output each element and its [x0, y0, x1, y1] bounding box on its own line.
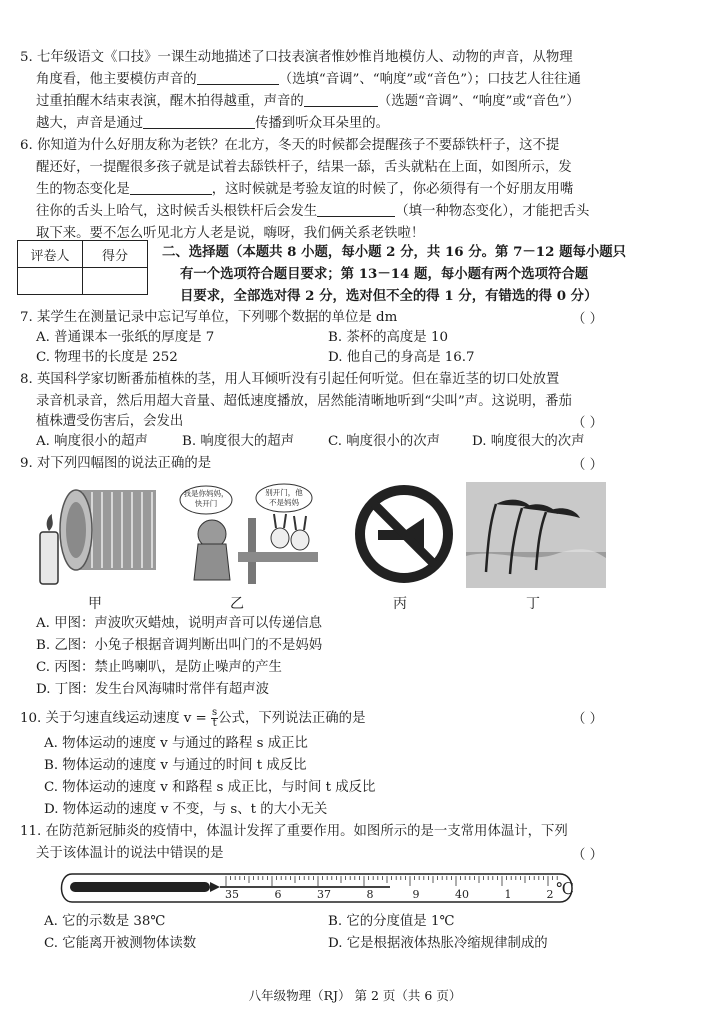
- scale-label: 2: [546, 888, 554, 901]
- pic2-caption: 乙: [230, 596, 244, 612]
- q7-option-d[interactable]: D. 他自己的身高是 16.7: [328, 350, 475, 365]
- q5-text: 角度看，他主要模仿声音的: [36, 72, 197, 87]
- q9-option-b[interactable]: B. 乙图：小兔子根据音调判断出叫门的不是妈妈: [36, 638, 323, 653]
- q10-option-d[interactable]: D. 物体运动的速度 v 不变，与 s、t 的大小无关: [44, 802, 328, 817]
- no-horn-sign-icon: [352, 482, 456, 588]
- section2-line3: 目要求，全部选对得 2 分，选对但不全的得 1 分，有错选的得 0 分）: [180, 288, 598, 304]
- bubble-wolf-text-2: 快开门: [194, 499, 218, 508]
- q5-line3: [36, 92, 580, 112]
- q5-text: 传播到听众耳朵里的。: [255, 116, 390, 131]
- q9-option-c[interactable]: C. 丙图：禁止鸣喇叭，是防止噪声的产生: [36, 660, 282, 675]
- pic3-caption: 丙: [393, 596, 407, 612]
- drum-candle-image: [34, 482, 162, 588]
- q11-option-a[interactable]: A. 它的示数是 38℃: [44, 914, 166, 929]
- q5-text: 越大，声音是通过: [36, 116, 144, 131]
- section2-line1: 二、选择题（本题共 8 小题，每小题 2 分，共 16 分。第 7－12 题每小题只: [162, 244, 627, 260]
- q7-stem: 7. 某学生在测量记录中忘记写单位，下列哪个数据的单位是 dm: [20, 310, 398, 325]
- scale-label: 6: [274, 888, 282, 901]
- pic4-caption: 丁: [526, 596, 540, 612]
- q6-text: 往你的舌头上哈气，这时候舌头根铁杆后会发生: [36, 204, 318, 219]
- fraction-numerator: s: [212, 707, 218, 718]
- section2-line2: 有一个选项符合题目要求；第 13－14 题，每小题有两个选项符合题: [180, 266, 589, 282]
- q11-line1: 11. 在防范新冠肺炎的疫情中，体温计发挥了重要作用。如图所示的是一支常用体温计，下列: [20, 824, 568, 839]
- q6-blank-2[interactable]: [317, 202, 395, 217]
- typhoon-image: [466, 482, 606, 588]
- q10-option-c[interactable]: C. 物体运动的速度 v 和路程 s 成正比，与时间 t 成反比: [44, 780, 376, 795]
- q5-blank-2[interactable]: [304, 92, 378, 107]
- bubble-rabbit-text-2: 不是妈妈: [269, 498, 299, 507]
- q6-line3: [36, 180, 573, 200]
- q5-line1: 5. 七年级语文《口技》一课生动地描述了口技表演者惟妙惟肖地模仿人、动物的声音，从物理: [20, 50, 573, 65]
- pic1-caption: 甲: [88, 596, 102, 612]
- wolf-rabbit-image: [176, 482, 326, 588]
- bubble-wolf-text: 我是你妈妈，: [183, 489, 229, 498]
- q7-option-b[interactable]: B. 茶杯的高度是 10: [328, 330, 448, 345]
- q5-blank-1[interactable]: [197, 70, 279, 85]
- q5-line4: [36, 114, 389, 134]
- page-footer: 八年级物理（RJ） 第 2 页（共 6 页）: [248, 988, 462, 1003]
- q6-line2: 醒还好，一提醒很多孩子就是试着去舔铁杆子，结果一舔，舌头就粘在上面，如图所示，发: [36, 160, 572, 175]
- q11-option-c[interactable]: C. 它能离开被测物体读数: [44, 936, 197, 951]
- reviewer-cell: 评卷人: [18, 241, 83, 268]
- q10-option-a[interactable]: A. 物体运动的速度 v 与通过的路程 s 成正比: [44, 736, 308, 751]
- q11-line2: 关于该体温计的说法中错误的是: [36, 846, 224, 861]
- scale-label: 8: [366, 888, 374, 901]
- fraction-denominator: t: [212, 718, 217, 729]
- q6-text: ，这时候就是考验友谊的时候了，你必须得有一个好朋友用嘴: [211, 182, 574, 197]
- scale-label: 40: [455, 888, 469, 901]
- q6-line4: [36, 202, 589, 222]
- score-cell: 得分: [83, 241, 148, 268]
- q5-text: （选题“音调”、“响度”或“音色”）: [377, 94, 580, 109]
- q8-line2: 录音机录音，然后用超大音量、超低速度播放，居然能清晰地听到“尖叫”声。这说明，番茄: [36, 394, 572, 409]
- q8-line3: 植株遭受伤害后，会发出: [36, 414, 184, 429]
- q9-stem: 9. 对下列四幅图的说法正确的是: [20, 456, 212, 471]
- q7-option-a[interactable]: A. 普通课本一张纸的厚度是 7: [36, 330, 215, 345]
- thermometer-image: [60, 864, 580, 912]
- q8-option-b[interactable]: B. 响度很大的超声: [182, 434, 295, 449]
- q10-text: 公式，下列说法正确的是: [218, 711, 366, 726]
- scale-label: 37: [317, 888, 331, 901]
- q5-line2: [36, 70, 581, 90]
- q10-option-b[interactable]: B. 物体运动的速度 v 与通过的时间 t 成反比: [44, 758, 307, 773]
- scale-label: 9: [412, 888, 420, 901]
- q11-answer-paren[interactable]: （ ）: [572, 848, 604, 863]
- q6-line1: 6. 你知道为什么好朋友称为老铁？在北方，冬天的时候都会提醒孩子不要舔铁杆子，这不提: [20, 138, 560, 153]
- q8-option-a[interactable]: A. 响度很小的超声: [36, 434, 148, 449]
- q5-text: 过重拍醒木结束表演，醒木拍得越重，声音的: [36, 94, 304, 109]
- score-input[interactable]: [83, 268, 148, 295]
- q7-answer-paren[interactable]: （ ）: [572, 312, 604, 327]
- scale-label: 1: [504, 888, 512, 901]
- reviewer-input[interactable]: [18, 268, 83, 295]
- q8-option-c[interactable]: C. 响度很小的次声: [328, 434, 441, 449]
- q5-blank-3[interactable]: [143, 114, 255, 129]
- q10-stem: [20, 708, 365, 729]
- q10-text: 10. 关于匀速直线运动速度 v =: [20, 711, 207, 726]
- q9-option-d[interactable]: D. 丁图：发生台风海啸时常伴有超声波: [36, 682, 270, 697]
- q6-blank-1[interactable]: [130, 180, 212, 195]
- q6-text: （填一种物态变化），才能把舌头: [395, 204, 590, 219]
- score-table: [17, 240, 148, 295]
- q11-option-d[interactable]: D. 它是根据液体热胀冷缩规律制成的: [328, 936, 548, 951]
- q8-option-d[interactable]: D. 响度很大的次声: [472, 434, 585, 449]
- scale-label: 35: [225, 888, 239, 901]
- q6-text: 生的物态变化是: [36, 182, 130, 197]
- q8-answer-paren[interactable]: （ ）: [572, 416, 604, 431]
- q8-line1: 8. 英国科学家切断番茄植株的茎，用人耳倾听没有引起任何听觉。但在靠近茎的切口处放置: [20, 372, 560, 387]
- q7-option-c[interactable]: C. 物理书的长度是 252: [36, 350, 178, 365]
- q10-answer-paren[interactable]: （ ）: [572, 712, 604, 727]
- q9-answer-paren[interactable]: （ ）: [572, 458, 604, 473]
- celsius-unit: ℃: [556, 879, 574, 898]
- q6-line5: 取下来。要不怎么听见北方人老是说，嗨呀，我们俩关系老铁啦！: [36, 226, 425, 241]
- q11-option-b[interactable]: B. 它的分度值是 1℃: [328, 914, 455, 929]
- q9-option-a[interactable]: A. 甲图：声波吹灭蜡烛，说明声音可以传递信息: [36, 616, 322, 631]
- bubble-rabbit-text: 别开门，他: [265, 488, 303, 497]
- q5-text: （选填“音调”、“响度”或“音色”）；口技艺人往往通: [278, 72, 581, 87]
